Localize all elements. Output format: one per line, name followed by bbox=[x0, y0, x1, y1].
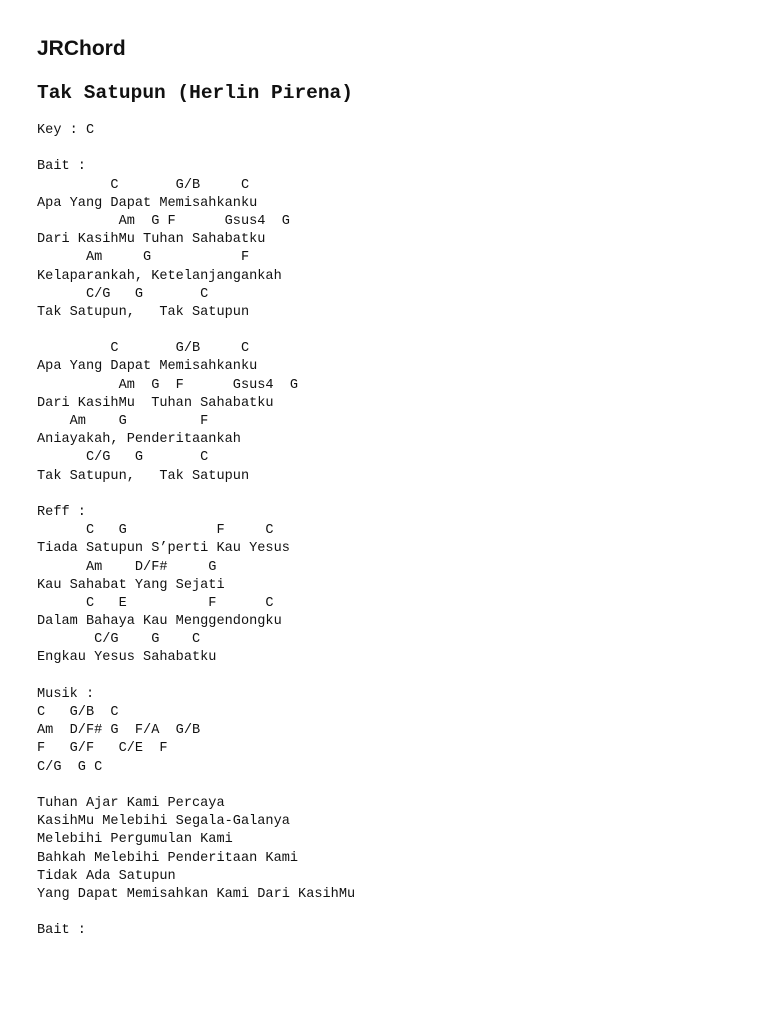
sheet-line: Kau Sahabat Yang Sejati bbox=[37, 577, 225, 593]
sheet-line: Tiada Satupun S’perti Kau Yesus bbox=[37, 541, 290, 557]
sheet-line: F G/F C/E F bbox=[37, 741, 168, 757]
sheet-line bbox=[37, 904, 355, 922]
sheet-line bbox=[37, 322, 355, 340]
sheet-line: Dari KasihMu Tuhan Sahabatku bbox=[37, 395, 274, 411]
sheet-line: Am D/F# G bbox=[37, 559, 217, 575]
sheet-line bbox=[37, 777, 355, 795]
sheet-line: Am G F bbox=[37, 250, 250, 266]
sheet-line: C G F C bbox=[37, 523, 274, 539]
sheet-line: Tak Satupun, Tak Satupun bbox=[37, 468, 250, 484]
sheet-line: Apa Yang Dapat Memisahkanku bbox=[37, 195, 258, 211]
sheet-line: Engkau Yesus Sahabatku bbox=[37, 650, 217, 666]
sheet-line: Reff : bbox=[37, 504, 86, 520]
sheet-line bbox=[37, 140, 355, 158]
sheet-line bbox=[37, 486, 355, 504]
site-title: JRChord bbox=[37, 37, 126, 60]
sheet-line: Musik : bbox=[37, 686, 95, 702]
sheet-line: C/G G C bbox=[37, 632, 201, 648]
sheet-line: Tak Satupun, Tak Satupun bbox=[37, 304, 250, 320]
sheet-line: Am D/F# G F/A G/B bbox=[37, 723, 201, 739]
sheet-line: Bahkah Melebihi Penderitaan Kami bbox=[37, 850, 299, 866]
sheet-line: Aniayakah, Penderitaankah bbox=[37, 432, 241, 448]
sheet-line: C G/B C bbox=[37, 705, 119, 720]
sheet-line: C G/B C bbox=[37, 341, 250, 357]
sheet-line: Am G F Gsus4 G bbox=[37, 377, 299, 393]
sheet-line: C/G G C bbox=[37, 286, 209, 302]
sheet-line: C/G G C bbox=[37, 759, 103, 775]
sheet-line: Am G F Gsus4 G bbox=[37, 213, 290, 229]
sheet-line: Dari KasihMu Tuhan Sahabatku bbox=[37, 232, 266, 248]
lyrics-chords-block bbox=[37, 122, 355, 940]
sheet-line: Bait : bbox=[37, 159, 86, 175]
sheet-line: C E F C bbox=[37, 595, 274, 611]
sheet-line: Bait : bbox=[37, 923, 86, 939]
sheet-line: Key : C bbox=[37, 123, 95, 138]
sheet-line: C/G G C bbox=[37, 450, 209, 466]
sheet-line: Tidak Ada Satupun bbox=[37, 868, 176, 884]
sheet-line bbox=[37, 668, 355, 686]
sheet-line: Tuhan Ajar Kami Percaya bbox=[37, 795, 225, 811]
sheet-line: Kelaparankah, Ketelanjangankah bbox=[37, 268, 282, 284]
song-title: Tak Satupun (Herlin Pirena) bbox=[37, 82, 353, 104]
sheet-line: KasihMu Melebihi Segala-Galanya bbox=[37, 814, 290, 830]
sheet-line: Melebihi Pergumulan Kami bbox=[37, 832, 233, 848]
sheet-line: Yang Dapat Memisahkan Kami Dari KasihMu bbox=[37, 886, 356, 902]
sheet-line: Am G F bbox=[37, 414, 209, 429]
sheet-line: Apa Yang Dapat Memisahkanku bbox=[37, 359, 258, 375]
sheet-line: Dalam Bahaya Kau Menggendongku bbox=[37, 614, 282, 630]
sheet-line: C G/B C bbox=[37, 177, 250, 193]
